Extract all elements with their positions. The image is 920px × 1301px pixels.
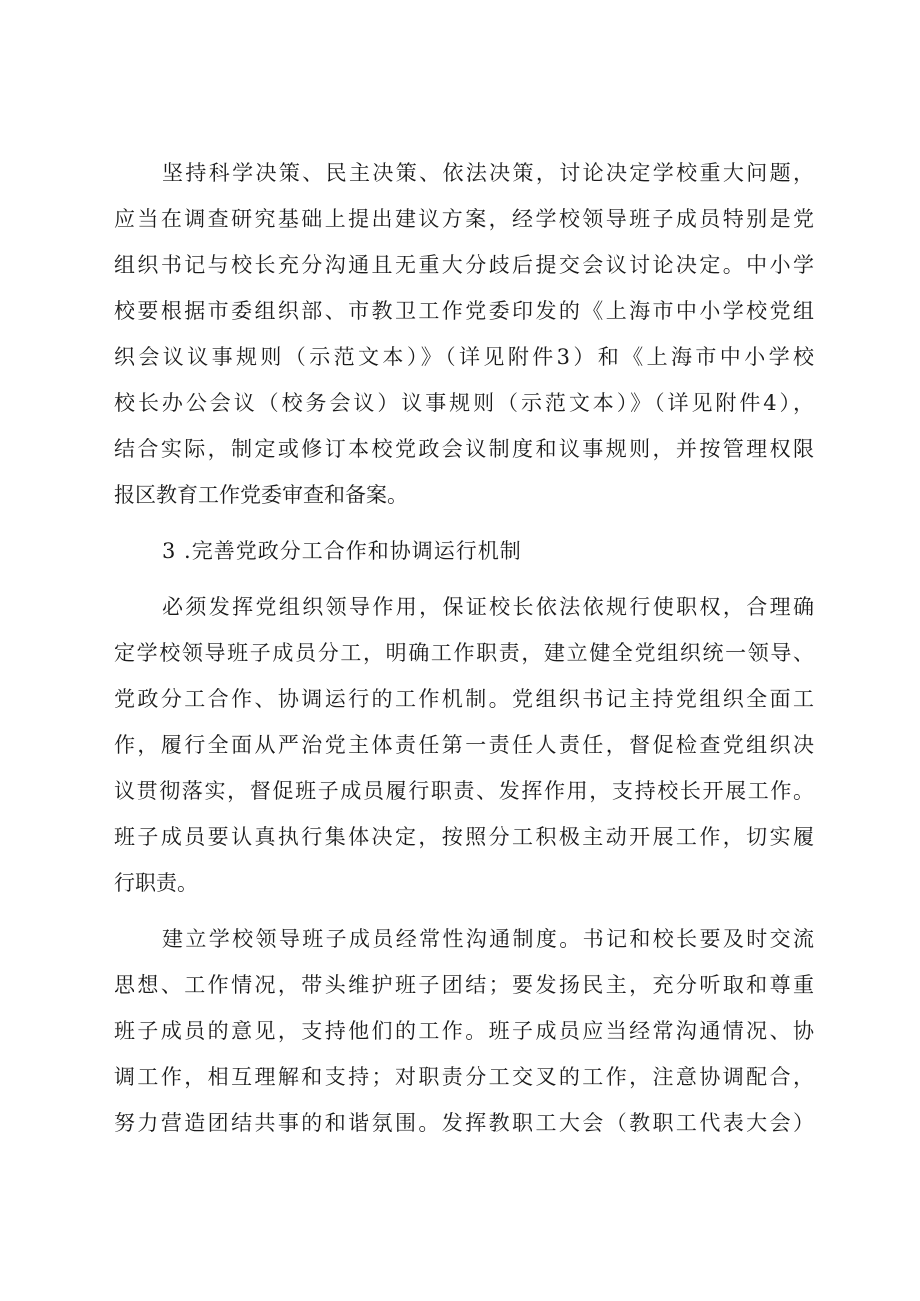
text-line: 结合实际，制定或修订本校党政会议制度和议事规则，并按管理权限: [114, 437, 814, 461]
text-line: 报区教育工作党委审查和备案。: [114, 483, 408, 507]
text-line: 行职责。: [114, 871, 198, 895]
text-line: 班子成员的意见，支持他们的工作。班子成员应当经常沟通情况、协: [114, 1019, 814, 1043]
text-line: 思想、工作情况，带头维护班子团结；要发扬民主，充分听取和尊重: [114, 973, 814, 997]
paragraph-gap: [114, 574, 814, 584]
paragraph-communication: [114, 916, 814, 1146]
document-page: [114, 150, 814, 1146]
text-line: 组织书记与校长充分沟通且无重大分歧后提交会议讨论决定。中小学: [114, 253, 814, 277]
text-line: 定学校领导班子成员分工，明确工作职责，建立健全党组织统一领导、: [114, 641, 814, 665]
section-heading: [114, 528, 814, 574]
paragraph-gap: [114, 518, 814, 528]
text-line: 必须发挥党组织领导作用，保证校长依法依规行使职权，合理确: [162, 595, 814, 619]
paragraph-decision-making: [114, 150, 814, 518]
text-line: 坚持科学决策、民主决策、依法决策，讨论决定学校重大问题，: [162, 161, 814, 185]
text-line: 建立学校领导班子成员经常性沟通制度。书记和校长要及时交流: [162, 927, 814, 951]
text-line: 议贯彻落实，督促班子成员履行职责、发挥作用，支持校长开展工作。: [114, 779, 814, 803]
paragraph-division-of-work: [114, 584, 814, 906]
text-line: 校要根据市委组织部、市教卫工作党委印发的《上海市中小学校党组: [114, 299, 814, 323]
section-heading-text: 3 .完善党政分工合作和协调运行机制: [162, 539, 522, 563]
text-line: 应当在调查研究基础上提出建议方案，经学校领导班子成员特别是党: [114, 207, 814, 231]
paragraph-gap: [114, 906, 814, 916]
text-line: 作，履行全面从严治党主体责任第一责任人责任，督促检查党组织决: [114, 733, 814, 757]
text-line: 党政分工合作、协调运行的工作机制。党组织书记主持党组织全面工: [114, 687, 814, 711]
text-line: 织会议议事规则（示范文本）》（详见附件3）和《上海市中小学校: [114, 345, 814, 369]
text-line: 班子成员要认真执行集体决定，按照分工积极主动开展工作，切实履: [114, 825, 814, 849]
text-line: 调工作，相互理解和支持；对职责分工交叉的工作，注意协调配合，: [114, 1065, 814, 1089]
text-line: 努力营造团结共事的和谐氛围。发挥教职工大会（教职工代表大会）: [114, 1111, 814, 1135]
text-line: 校长办公会议（校务会议）议事规则（示范文本）》（详见附件4），: [114, 391, 814, 415]
